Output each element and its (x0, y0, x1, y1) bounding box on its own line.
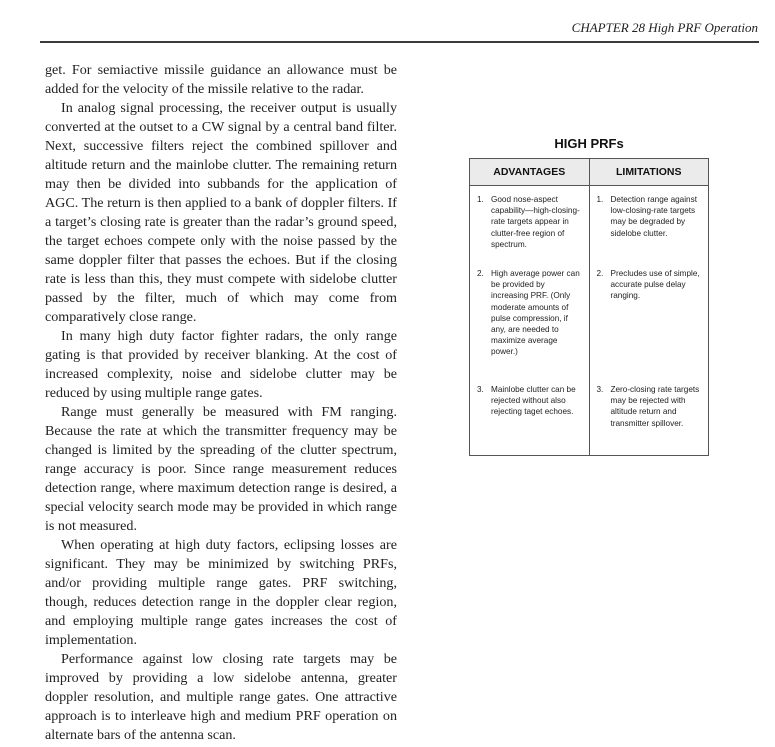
advantage-item (477, 268, 583, 358)
paragraph: In many high duty factor fighter radars, the only range gating is that provided by receiver blanking. At the cost of increased complexity, noise and sidelobe clutter may be reduced by using multiple range gates. (45, 328, 397, 401)
limitation-item (597, 194, 703, 239)
table-body (470, 186, 708, 455)
limitations-header: LIMITATIONS (615, 166, 682, 178)
paragraph: Range must generally be measured with FM ranging. Because the rate at which the transmitter frequency may be changed is limited by the spreading of the clutter spectrum, range accuracy is poor. Since range measurement reduces detection range, where maximum detection range is desired, a special velocity search mode may be provided in which range is not measured. (45, 404, 397, 534)
paragraph: Performance against low closing rate targets may be improved by providing a low sidelobe antenna, greater doppler resolution, and multiple range gates. One attractive approach is to interleave high and medium PRF operation on alternate bars of the antenna scan. (45, 651, 397, 743)
item-text: Precludes use of simple, accurate pulse delay ranging. (610, 269, 700, 301)
paragraph: In analog signal processing, the receiver output is usually converted at the outset to a CW signal by a central band filter. Next, successive filters reject the combined spillover and altitude return and the mainlobe clutter. The remaining return may then be divided into subbands for the application of AGC. The return is then applied to a bank of doppler filters. If a target’s closing rate is greater than the radar’s ground speed, the target echoes compete only with the noise passed by the same doppler filter that passes the echoes. But if the closing rate is less than this, they must compete with sidelobe clutter passed by the filter, much of which may come from comparatively close range. (45, 100, 397, 325)
table-title: HIGH PRFs (554, 136, 624, 151)
item-text: Good nose-aspect capability—high-closing-rate targets appear in clutter-free region of spectrum. (491, 195, 580, 249)
item-number: 1. (477, 195, 484, 204)
body-text-column (45, 61, 397, 745)
item-text: Zero-closing rate targets may be rejected with altitude return and transmitter spillover. (610, 385, 700, 428)
item-number: 3. (477, 385, 484, 394)
item-number: 3. (596, 385, 604, 394)
paragraph: get. For semiactive missile guidance an allowance must be added for the velocity of the missile relative to the radar. (45, 62, 397, 97)
item-text: High average power can be provided by increasing PRF. (Only moderate amounts of pulse compression, if any, are needed to maximize average power.) (491, 269, 580, 357)
prf-comparison-table (469, 158, 709, 456)
limitation-item (597, 384, 703, 429)
item-text: Detection range against low-closing-rate targets may be degraded by sidelobe clutter. (610, 195, 697, 238)
limitations-column (590, 186, 709, 455)
running-head: CHAPTER 28 High PRF Operation (571, 20, 758, 35)
item-text: Mainlobe clutter can be rejected without also rejecting taget echoes. (491, 385, 576, 417)
advantage-item (477, 194, 583, 250)
item-number: 2. (596, 269, 604, 278)
table-header-row (470, 159, 708, 186)
header-rule (40, 41, 759, 43)
item-number: 1. (596, 195, 604, 204)
item-number: 2. (477, 269, 484, 278)
paragraph: When operating at high duty factors, eclipsing losses are significant. They may be minimized by switching PRFs, and/or providing multiple range gates. PRF switching, though, reduces detection range in the doppler clear region, and employing multiple range gates increases the cost of implementation. (45, 537, 397, 648)
advantage-item (477, 384, 583, 418)
limitation-item (597, 268, 703, 302)
advantages-column (470, 186, 590, 455)
advantages-header: ADVANTAGES (470, 159, 590, 185)
